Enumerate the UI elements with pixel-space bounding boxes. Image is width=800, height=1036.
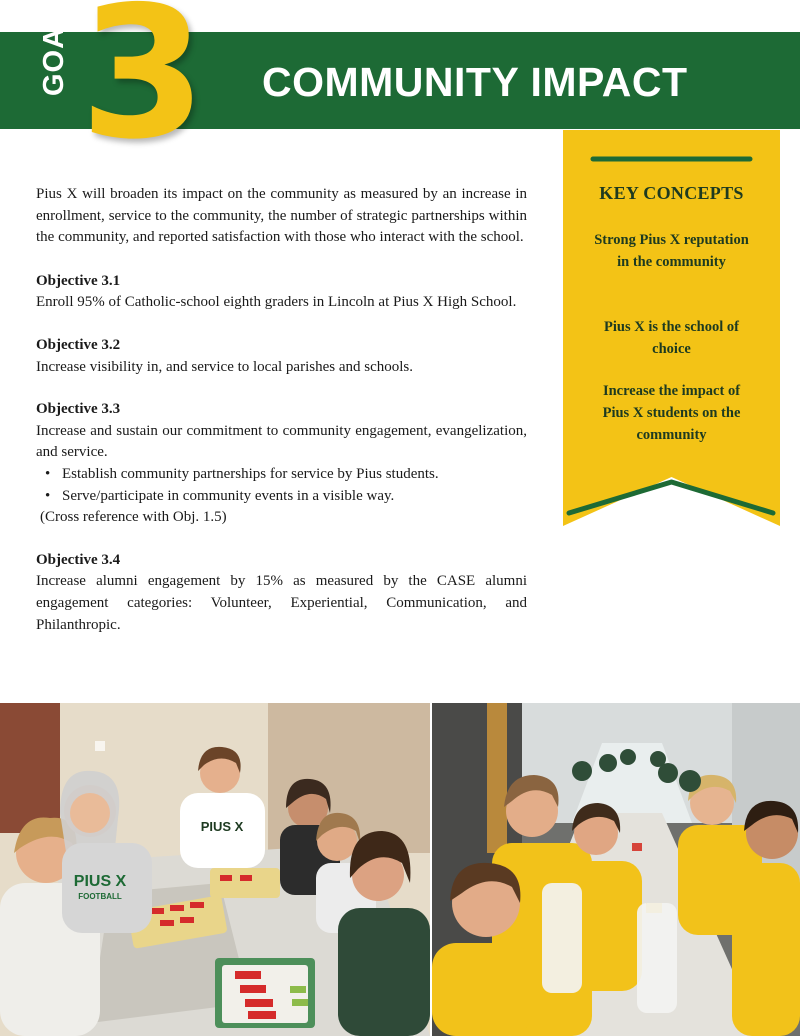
key-concept-item: Increase the impact of Pius X students on the community — [602, 383, 741, 443]
main-content — [36, 184, 527, 657]
objective-bullets — [36, 464, 527, 507]
key-concept-item: Strong Pius X reputation in the community — [594, 232, 749, 270]
key-concepts-ribbon — [563, 130, 780, 526]
photo-students-packing — [432, 703, 800, 1036]
objective-title: Objective 3.2 — [36, 336, 121, 353]
goal-label: GOAL — [38, 8, 70, 96]
objective-title: Objective 3.3 — [36, 401, 121, 418]
objective-text: Increase visibility in, and service to local parishes and schools. — [36, 358, 413, 375]
objective-title: Objective 3.1 — [36, 272, 121, 289]
objective-text: Increase alumni engagement by 15% as measured by the CASE alumni engagement categories: Volunteer, Experiential, Communication, and Philanthropic. — [36, 573, 527, 633]
key-concepts-title: KEY CONCEPTS — [599, 183, 744, 203]
photo-students-painting — [0, 703, 430, 1036]
objective-text: Increase and sustain our commitment to community engagement, evangelization, and service. — [36, 422, 527, 461]
objective-text: Enroll 95% of Catholic-school eighth graders in Lincoln at Pius X High School. — [36, 294, 517, 311]
bullet-item: • Serve/participate in community events in a visible way. — [36, 486, 527, 508]
objective-3-3 — [36, 399, 527, 529]
bullet-item: • Establish community partnerships for service by Pius students. — [36, 464, 527, 486]
objective-title: Objective 3.4 — [36, 551, 121, 568]
key-concept-item: Pius X is the school of choice — [604, 319, 739, 357]
intro-paragraph: Pius X will broaden its impact on the community as measured by an increase in enrollment, service to the community, the number of strategic partnerships within the community, and reported satisfaction with those who interact with the school. — [36, 186, 527, 246]
goal-number: 3 — [79, 0, 207, 179]
packing-scene-illustration — [432, 703, 800, 1036]
sweatshirt-subtext: FOOTBALL — [78, 892, 122, 901]
page-title: COMMUNITY IMPACT — [262, 59, 688, 105]
objective-3-2 — [36, 335, 527, 378]
sweatshirt-text: PIUS X — [73, 873, 127, 890]
objective-3-4 — [36, 550, 527, 636]
cross-reference-note: (Cross reference with Obj. 1.5) — [40, 509, 227, 526]
shirt-text: PIUS X — [200, 819, 244, 834]
objective-3-1 — [36, 271, 527, 314]
painting-scene-illustration — [0, 703, 430, 1036]
